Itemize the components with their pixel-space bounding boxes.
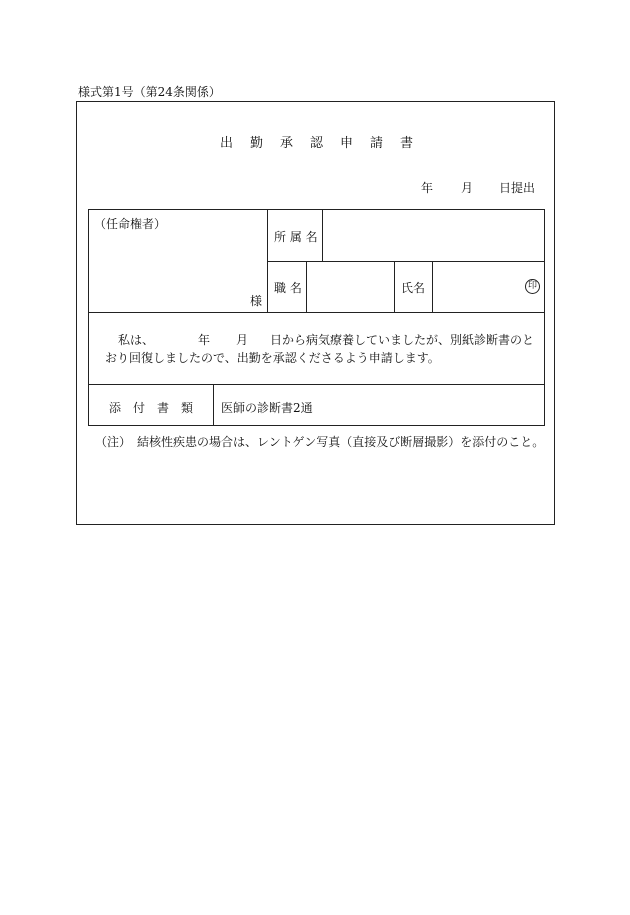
date-month-label: 月: [461, 181, 474, 195]
statement-line-1: [118, 331, 534, 349]
col-divider-department-label: [322, 210, 323, 261]
row-divider-addressee: [89, 312, 545, 313]
statement-intro: 私は、: [118, 333, 155, 347]
statement-line-2: おり回復しましたので、出勤を承認くださるよう申請します。: [105, 351, 440, 365]
addressee-honorific: 様: [250, 294, 263, 308]
col-divider-attachments: [213, 384, 214, 426]
seal-icon: 印: [525, 279, 540, 294]
form-reference: 様式第1号（第24条関係）: [78, 85, 221, 99]
attachments-value: 医師の診断書2通: [221, 401, 313, 415]
department-label: 所 属 名: [274, 230, 318, 244]
addressee-label: （任命権者）: [94, 217, 167, 231]
statement-year: 年: [198, 333, 211, 347]
col-divider-position-label: [306, 261, 307, 312]
form-title: 出勤承認申請書: [220, 136, 431, 151]
col-divider-position-value: [394, 261, 395, 312]
statement-rest: 日から病気療養していましたが、別紙診断書のと: [270, 333, 535, 347]
row-divider-department: [267, 261, 545, 262]
row-divider-statement: [89, 384, 545, 385]
date-day-submitted-label: 日提出: [499, 181, 536, 195]
col-divider-addressee: [267, 210, 268, 312]
date-year-label: 年: [421, 181, 434, 195]
attachments-label: 添 付 書 類: [109, 401, 194, 415]
name-label: 氏名: [401, 281, 426, 295]
position-label: 職 名: [274, 281, 302, 295]
submission-date-line: [421, 179, 535, 196]
application-table: [88, 209, 545, 426]
col-divider-name-label: [432, 261, 433, 312]
footnote: （注） 結核性疾患の場合は、レントゲン写真（直接及び断層撮影）を添付のこと。: [95, 435, 545, 449]
statement-month: 月: [236, 333, 249, 347]
